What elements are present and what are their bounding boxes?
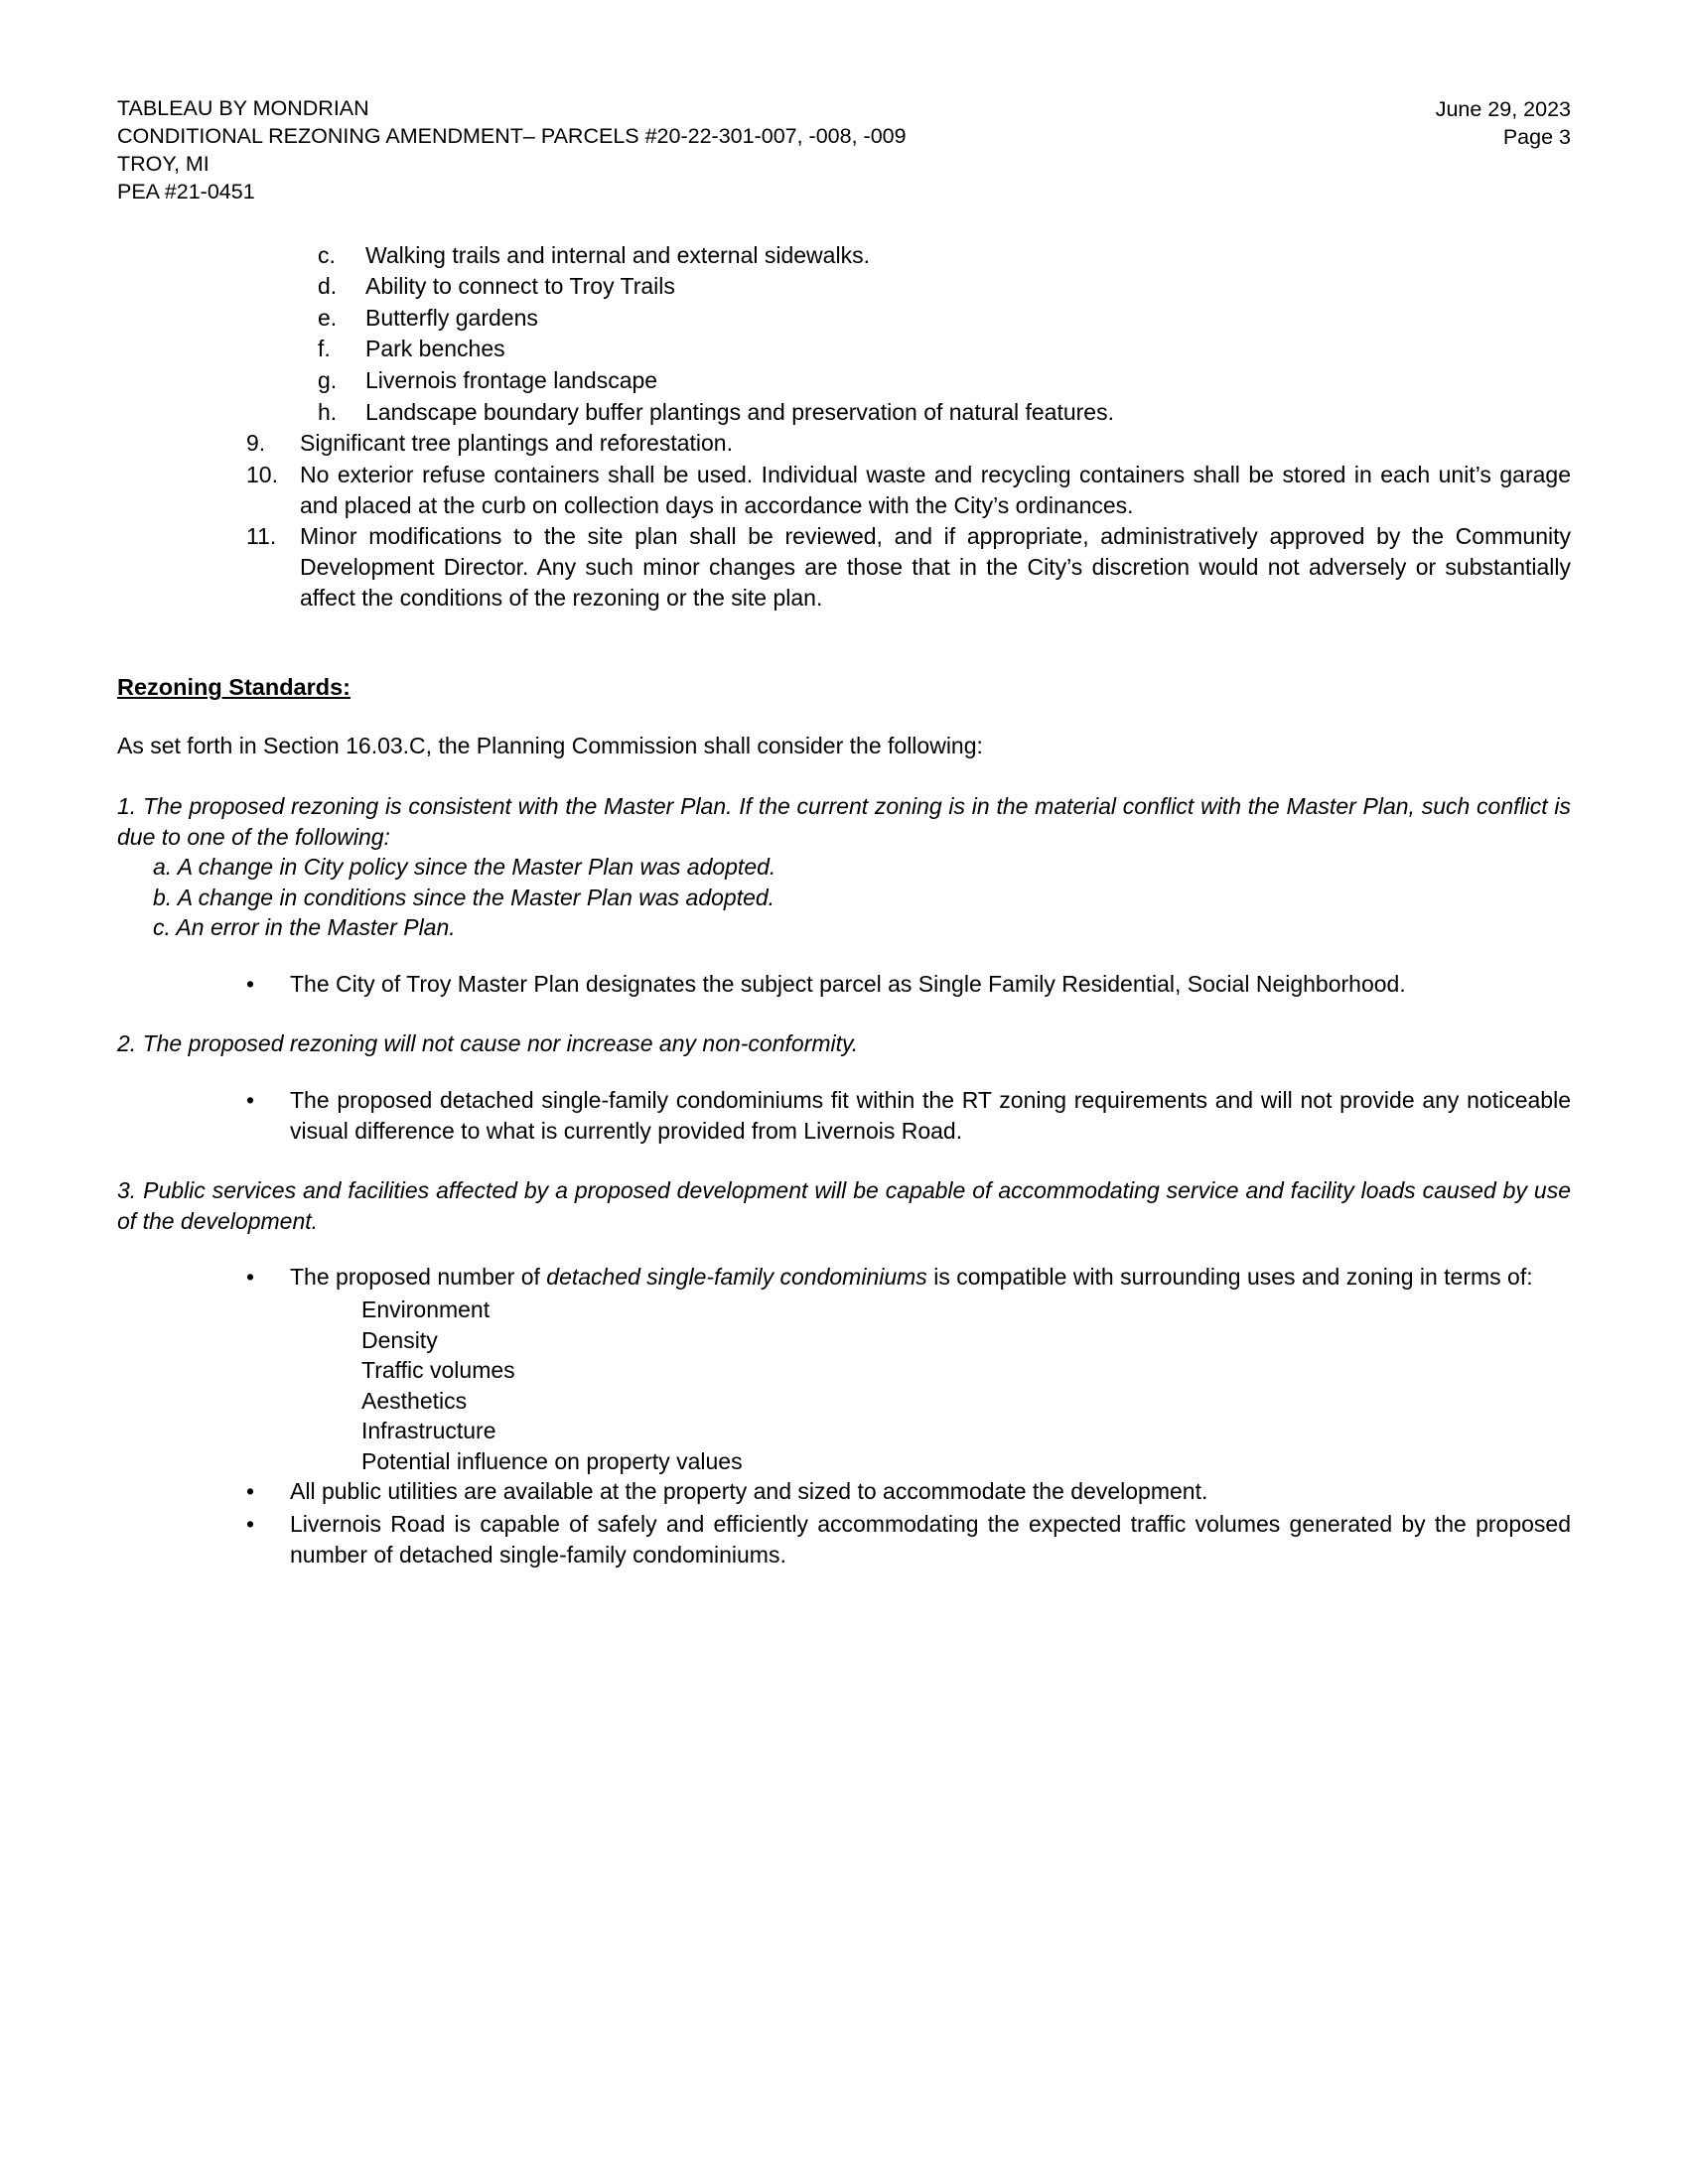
standard-1-bullets <box>117 969 1571 1000</box>
header-project-title: TABLEAU BY MONDRIAN <box>117 96 369 120</box>
list-marker: 9. <box>246 430 266 457</box>
list-marker: c. <box>318 241 336 268</box>
list-item <box>117 460 1571 520</box>
list-marker: 10. <box>246 461 278 487</box>
list-item <box>117 521 1571 613</box>
page-header <box>117 95 1571 206</box>
list-text: No exterior refuse containers shall be used. Individual waste and recycling containers shall be stored in each unit’s garage and placed at the curb on collection days in accordance with the City’s ordinances. <box>300 461 1571 518</box>
bullet-text: The City of Troy Master Plan designates the subject parcel as Single Family Residential, Social Neighborhood. <box>290 970 1406 997</box>
bullet-text: All public utilities are available at the property and sized to accommodate the development. <box>290 1478 1208 1505</box>
list-item <box>117 240 1571 271</box>
header-city-state: TROY, MI <box>117 151 210 176</box>
standard-2-text: 2. The proposed rezoning will not cause nor increase any non-conformity. <box>117 1030 859 1057</box>
header-project-number: PEA #21-0451 <box>117 179 255 204</box>
bullet-text-part1: The proposed number of <box>290 1264 547 1291</box>
standard-1-sub-c: c. An error in the Master Plan. <box>153 914 456 941</box>
list-item <box>117 365 1571 396</box>
rezoning-intro-paragraph: As set forth in Section 16.03.C, the Planning Commission shall consider the following: <box>117 733 983 759</box>
standard-1-sub-b: b. A change in conditions since the Master Plan was adopted. <box>153 884 775 910</box>
standard-3-bullets <box>117 1262 1571 1293</box>
list-item: Aesthetics <box>361 1387 468 1414</box>
list-text: Butterfly gardens <box>365 304 538 331</box>
list-item <box>117 397 1571 428</box>
standard-1-text: 1. The proposed rezoning is consistent with the Master Plan. If the current zoning is in the material conflict with the Master Plan, such conflict is due to one of the following: <box>117 793 1571 850</box>
list-text: Landscape boundary buffer plantings and preservation of natural features. <box>365 398 1114 425</box>
list-marker: e. <box>318 304 338 331</box>
list-text: Ability to connect to Troy Trails <box>365 273 675 300</box>
list-marker: g. <box>318 367 338 394</box>
list-item <box>117 1085 1571 1146</box>
list-item <box>117 303 1571 334</box>
standard-3-bullets-continued <box>117 1476 1571 1570</box>
list-item <box>117 271 1571 302</box>
header-subject-line: CONDITIONAL REZONING AMENDMENT– PARCELS #20-22-301-007, -008, -009 <box>117 123 907 148</box>
list-item: Potential influence on property values <box>361 1447 743 1474</box>
list-item <box>117 1476 1571 1507</box>
list-text: Park benches <box>365 336 505 362</box>
standard-2-bullets <box>117 1085 1571 1146</box>
list-item: Traffic volumes <box>361 1357 515 1384</box>
bullet-icon: • <box>246 1087 255 1114</box>
list-marker: 11. <box>246 523 277 550</box>
bullet-icon: • <box>246 1511 255 1537</box>
numbered-conditions-list <box>117 428 1571 613</box>
list-item <box>117 1262 1571 1293</box>
bullet-icon: • <box>246 1478 255 1505</box>
bullet-text: The proposed detached single-family condominiums fit within the RT zoning requirements and will not provide any noticeable visual difference to what is currently provided from Livernois Road. <box>290 1087 1571 1144</box>
header-left-block <box>117 95 907 206</box>
list-text: Walking trails and internal and external sidewalks. <box>365 241 870 268</box>
list-text: Livernois frontage landscape <box>365 367 658 394</box>
header-page-number: Page 3 <box>1502 124 1571 149</box>
bullet-text-emphasis: detached single-family condominiums <box>546 1264 927 1291</box>
list-marker: h. <box>318 398 338 425</box>
lettered-sublist <box>117 240 1571 427</box>
bullet-text <box>290 1262 1571 1293</box>
list-text: Significant tree plantings and reforestation. <box>300 430 733 457</box>
list-item <box>117 428 1571 459</box>
list-item <box>117 1509 1571 1570</box>
rezoning-standards-heading: Rezoning Standards: <box>117 674 352 701</box>
list-item <box>117 334 1571 364</box>
header-right-block <box>1436 95 1571 152</box>
list-item: Density <box>361 1326 438 1353</box>
bullet-icon: • <box>246 1264 255 1291</box>
list-item <box>117 969 1571 1000</box>
header-date: June 29, 2023 <box>1435 97 1571 121</box>
standard-1-sub-a: a. A change in City policy since the Master Plan was adopted. <box>153 854 776 881</box>
list-text: Minor modifications to the site plan shall be reviewed, and if appropriate, administratively approved by the Community Development Director. Any such minor changes are those that in the City’s discretion would not adversely or substantially affect the conditions of the rezoning or the site plan. <box>300 523 1571 611</box>
list-marker: d. <box>318 273 338 300</box>
bullet-icon: • <box>246 970 255 997</box>
list-marker: f. <box>318 336 331 362</box>
standard-3-criteria-list <box>117 1295 1571 1476</box>
bullet-text: Livernois Road is capable of safely and efficiently accommodating the expected traffic volumes generated by the proposed number of detached single-family condominiums. <box>290 1511 1571 1568</box>
list-item: Infrastructure <box>361 1418 496 1444</box>
standard-3-text: 3. Public services and facilities affected by a proposed development will be capable of accommodating service and facility loads caused by use of the development. <box>117 1177 1571 1234</box>
list-item: Environment <box>361 1296 491 1322</box>
bullet-text-part2: is compatible with surrounding uses and zoning in terms of: <box>926 1264 1533 1291</box>
